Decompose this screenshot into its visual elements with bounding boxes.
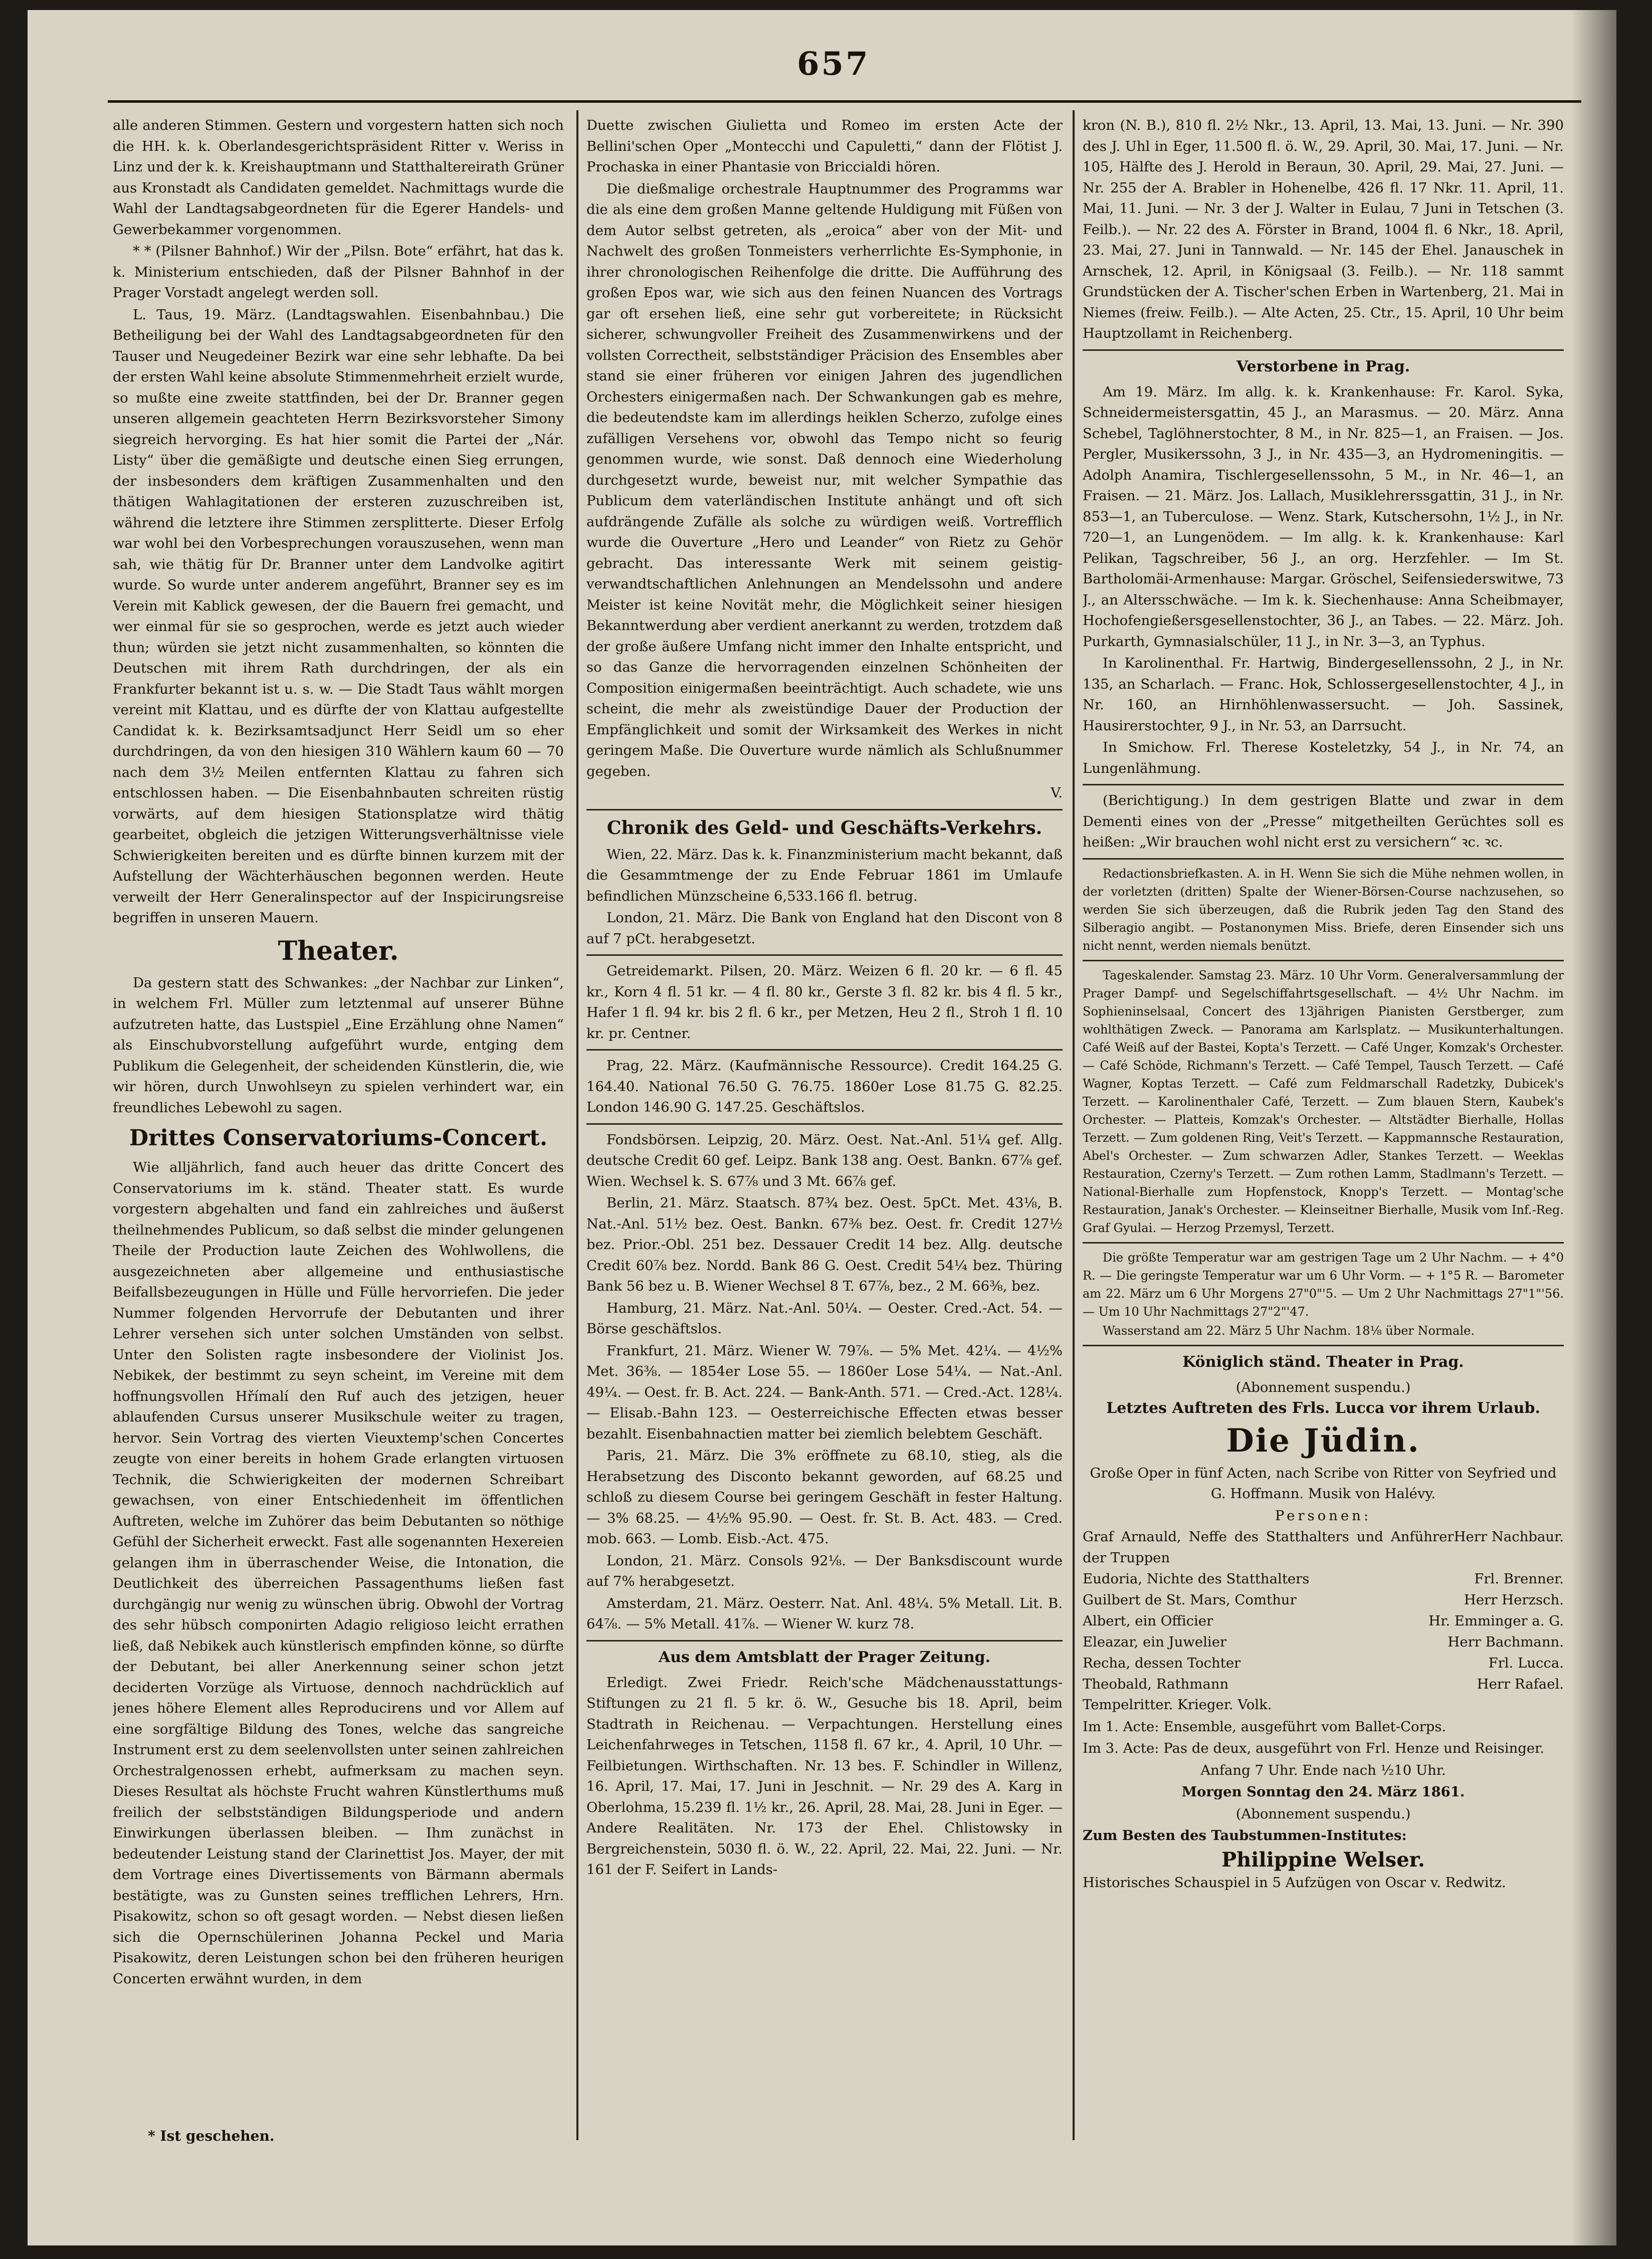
news-london: London, 21. März. Die Bank von England hat den Discont von 8 auf 7 pCt. herabgesetzt. <box>586 910 1063 947</box>
playbill-next-description: Historisches Schauspiel in 5 Aufzügen von Oscar v. Redwitz. <box>1083 1874 1506 1891</box>
grain-market: Getreidemarkt. Pilsen, 20. März. Weizen 6 fl. 20 kr. — 6 fl. 45 kr., Korn 4 fl. 51 kr. — 4 fl. 80 kr., Gerste 3 fl. 82 kr. bis 4 fl. 5 kr., Hafer 1 fl. 94 kr. bis 2 fl. 6 kr., per Metzen, Heu 2 fl., Stroh 1 fl. 10 kr. pr. Centner. <box>586 963 1063 1042</box>
exchange-berlin: Berlin, 21. März. Staatsch. 87¾ bez. Oest. 5pCt. Met. 43⅛, B. Nat.-Anl. 51½ bez. Oest. Bankn. 67⅜ bez. Oest. fr. Credit 127½ bez. Prior.-Obl. 251 bez. Dessauer Credit 14 bez. Allg. deutsche Credit 60⅞ bez. Nordd. Bank 86 G. Oest. Credit 54¼ bez. Thüring Bank 56 bez u. B. Wiener Wechsel 8 T. 67⅞, bez., 2 M. 66⅜, bez. <box>586 1195 1063 1294</box>
article-concert: Wie alljährlich, fand auch heuer das dritte Concert des Conservatoriums im k. ständ. Theater statt. Es wurde vorgestern abgehalten und fand ein zahlreiches und äußerst theilnehmendes Publicum, so daß selbst die minder gelungenen Theile der Production laute Zeichen des Wohlwollens, die ausgezeichneten aber allgemeine und enthusiastische Beifallsbezeugungen in Hülle und Fülle hervorriefen. Die jeder Nummer folgenden Hervorrufe der Debutanten und ihrer Lehrer versehen sich unter solchen Umständen von selbst. Unter den Solisten ragte insbesondere der Violinist Jos. Nebikek, der bestimmt zu seyn scheint, im Vereine mit dem hoffnungsvollen Hřímalí den Ruf auch des jetzigen, heuer ablaufenden Cursus unserer Musikschule weiter zu tragen, hervor. Sein Vortrag des vierten Vieuxtemp'schen Concertes zeugte von einer bereits in hohem Grade erlangten virtuosen Technik, die Schwierigkeiten der modernen Schreibart gewachsen, von einer Entschiedenheit im öffentlichen Auftreten, welche im Zuhörer das beim Debutanten so nöthige Gefühl der Sicherheit erweckt. Fast alle sogenannten Hexereien gelangen ihm in überraschender Weise, die Intonation, die Deutlichkeit des überreichen Passagenthums ließen fast durchgängig nur wenig zu wünschen übrig. Obwohl der Vortrag des sehr hübsch componirten Adagio religioso leicht errathen ließ, daß Nebikek auch künstlerisch empfinden könne, so dürfte der Debutant, bei aller Anerkennung seiner schon jetzt deciderten Vorzüge als Virtuose, dennoch nachdrücklich auf jenes höhere Element alles Reproducirens und vor Allem auf eine sorgfältige Bildung des Tones, welche das sangreiche Instrument erst zu dem seelenvollsten unter seinen zahlreichen Orchestralgenossen erhebt, aufmerksam zu machen seyn. Dieses Resultat als höchste Frucht wahren Künstlerthums muß freilich der selbstständigen Bildungsperiode und andern Einwirkungen überlassen bleiben. — Ihm zunächst in bedeutender Leistung stand der Clarinettist Jos. Mayer, der mit dem Vortrage eines Divertissements von Bärmann abermals bestätigte, was zu Gunsten seines trefflichen Lehrers, Hrn. Pisakowitz, schon so oft gesagt worden. — Nebst diesen ließen sich die Opernschülerinen Johanna Peckel und Maria Pisakowitz, deren Leistungen schon bei den früheren heurigen Concerten erwähnt wurden, in dem <box>113 1159 564 1987</box>
official-notices-cont: kron (N. B.), 810 fl. 2½ Nkr., 13. April, 13. Mai, 13. Juni. — Nr. 390 des J. Uhl in Eger, 11.500 fl. ö. W., 29. April, 30. Mai, 17. Juni. — Nr. 105, Hälfte des J. Herold in Beraun, 30. April, 29. Mai, 27. Juni. — Nr. 255 der A. Brabler in Hohenelbe, 426 fl. 17 Nkr. 11. April, 11. Mai, 11. Juni. — Nr. 3 der J. Walter in Eulau, 7 Juni in Tetschen (3. Feilb.). — Nr. 22 des A. Förster in Brand, 1004 fl. 6 Nkr., 18. April, 23. Mai, 27. Juni in Tannwald. — Nr. 145 der Ehel. Janauschek in Arnschek, 12. April, in Königsaal (3. Feilb.). — Nr. 118 sammt Grundstücken der A. Tischer'schen Erben in Wartenberg, 21. Mai in Niemes (freiw. Feilb.). — Alte Acten, 25. Ctr., 15. April, 10 Uhr beim Hauptzollamt in Reichenberg. <box>1083 117 1564 341</box>
section-heading-verstorbene: Verstorbene in Prag. <box>1236 357 1410 375</box>
divider <box>1083 960 1564 961</box>
newspaper-page <box>28 10 1616 2245</box>
cast-actor: Frl. Brenner. <box>1474 1571 1564 1587</box>
cast-role: Graf Arnauld, Neffe des Statthalters und Anführer der Truppen <box>1083 1529 1454 1566</box>
divider <box>1083 1345 1564 1346</box>
cast-row <box>1083 1526 1564 1568</box>
column-2 <box>586 115 1063 2140</box>
weather-report: Die größte Temperatur war am gestrigen Tage um 2 Uhr Nachm. — + 4°0 R. — Die geringste Temperatur war um 6 Uhr Vorm. — + 1°5 R. — Barometer am 22. März um 6 Uhr Morgens 27"0"'5. — Um 2 Uhr Nachmittags 27"1"'56. — Um 10 Uhr Nachmittags 27"2"'47. <box>1083 1250 1564 1319</box>
divider <box>586 1640 1063 1641</box>
cast-actor: Herr Nachbaur. <box>1454 1529 1564 1545</box>
cast-actor: Herr Bachmann. <box>1448 1634 1564 1650</box>
header-rule <box>108 100 1581 103</box>
official-notices: Erledigt. Zwei Friedr. Reich'sche Mädchenausstattungs-Stiftungen zu 21 fl. 5 kr. ö. W., Gesuche bis 18. April, beim Stadtrath in Reichenau. — Verpachtungen. Herstellung eines Leichenfahrweges in Tetschen, 1158 fl. 67 kr., 4. April, 10 Uhr. — Feilbietungen. Wirthschaften. Nr. 13 bes. F. Schindler in Willenz, 16. April, 17. Mai, 17. Juni in Jeschnit. — Nr. 29 des A. Karg in Oberlohma, 15.239 fl. 1½ kr., 26. April, 28. Mai, 28. Juni in Eger. — Andere Realitäten. Nr. 173 der Ehel. Chlistowsky in Bergreichenstein, 5030 fl. ö. W., 22. April, 22. Mai, 22. Juni. — Nr. 161 der F. Seifert in Lands- <box>586 1674 1063 1878</box>
section-heading-chronik: Chronik des Geld- und Geschäfts-Verkehrs. <box>606 817 1043 839</box>
article-concert-eroica: Die dießmalige orchestrale Hauptnummer des Programms war die als eine dem großen Manne geltende Huldigung mit Füßen von dem Autor selbst getreten, als „eroica“ aber von der Mit- und Nachwelt des großen Tonmeisters verherrlichte Es-Symphonie, in ihrer chronologischen Reihenfolge die dritte. Die Aufführung des großen Epos war, wie sich aus den feinen Nuancen des Vortrags gar oft ersehen ließ, eine sehr gut vorbereitete; in Rücksicht sicherer, schwungvoller Freiheit des Zusammenwirkens und der vollsten Correctheit, selbstständiger Präcision des Ensembles aber stand sie einer früheren vor einigen Jahren des jugendlichen Orchesters einigermaßen nach. Der Schwankungen gab es mehre, die bedeutendste kam im allerdings heiklen Scherzo, zufolge eines zufälligen Versehens vor, obwohl das Tempo nicht so feurig genommen wurde, wie sonst. Daß dennoch eine Wiederholung durchgesetzt wurde, beweist nur, mit welcher Sympathie das Publicum dem vaterländischen Institute anhängt und oft sich aufdrängende Zufälle als solche zu würdigen weiß. Vortrefflich wurde die Ouverture „Hero und Leander“ von Rietz zu Gehör gebracht. Das interessante Werk mit seinem geistig-verwandtschaftlichen Anlehnungen an Mendelssohn und andere Meister ist keine Novität mehr, die Möglichkeit seiner hiesigen Bekanntwerdung aber verdient anerkannt zu werden, trotzdem daß der große äußere Umfang nicht immer den Inhalte entspricht, und so das Ganze die hervorragenden einzelnen Schönheiten der Composition einigermaßen beeinträchtigt. Auch schadete, wie uns scheint, die mehr als zweistündige Dauer der Production der Empfänglichkeit und somit der Wirksamkeit des Werkes in nicht geringem Maße. Die Ouverture wurde nämlich als Schlußnummer gegeben. <box>586 180 1063 779</box>
column-rule-2 <box>1073 110 1075 2140</box>
divider <box>586 1049 1063 1051</box>
exchange-frankfurt: Frankfurt, 21. März. Wiener W. 79⅞. — 5% Met. 42¼. — 4½% Met. 36⅜. — 1854er Lose 55. — 1860er Lose 54¼. — Nat.-Anl. 49¼. — Oest. fr. B. Act. 224. — Bank-Anth. 571. — Cred.-Act. 128¼. — Elisab.-Bahn 123. — Oesterreichische Effecten etwas besser bezahlt. Eisenbahnactien matter bei ziemlich belebtem Geschäft. <box>586 1342 1063 1442</box>
playbill-description: Große Oper in fünf Acten, nach Scribe von Ritter von Seyfried und G. Hoffmann. Musik von Halévy. <box>1090 1465 1557 1502</box>
cast-row <box>1083 1631 1564 1653</box>
divider <box>1083 858 1564 860</box>
section-heading-theater: Theater. <box>278 935 399 966</box>
cast-actor: Frl. Lucca. <box>1488 1655 1564 1671</box>
cast-role: Albert, ein Officier <box>1083 1613 1213 1629</box>
playbill-benefit: Zum Besten des Taubstummen-Institutes: <box>1083 1827 1407 1843</box>
cast-role: Theobald, Rathmann <box>1083 1676 1229 1692</box>
theater-playbill-heading: Königlich ständ. Theater in Prag. <box>1182 1353 1464 1371</box>
cast-row <box>1083 1589 1564 1610</box>
cast-role: Eleazar, ein Juwelier <box>1083 1634 1227 1650</box>
page-number: 657 <box>797 45 870 83</box>
cast-row <box>1083 1568 1564 1589</box>
cast-actor: Hr. Emminger a. G. <box>1428 1613 1564 1629</box>
deaths-smichow: In Smichow. Frl. Therese Kosteletzky, 54 J., in Nr. 74, an Lungenlähmung. <box>1083 739 1564 776</box>
footnote: * Ist geschehen. <box>148 2128 275 2144</box>
playbill-subscription: (Abonnement suspendu.) <box>1235 1379 1411 1395</box>
daily-calendar: Tageskalender. Samstag 23. März. 10 Uhr Vorm. Generalversammlung der Prager Dampf- und Segelschiffahrtsgesellschaft. — 4½ Uhr Nachm. im Sophieninselsaal, Concert des 13jährigen Pianisten Gerstberger, zum wohlthätigen Zweck. — Panorama am Karlsplatz. — Musikunterhaltungen. Café Weiß auf der Bastei, Kopta's Terzett. — Café Unger, Komzak's Orchester. — Café Schöde, Richmann's Terzett. — Café Tempel, Tausch Terzett. — Café Wagner, Koptas Terzett. — Café zum Feldmarschall Radetzky, Dubicek's Terzett. — Karolinenthaler Café, Terzett. — Zum blauen Stern, Kaubek's Orchester. — Platteis, Komzak's Orchester. — Altstädter Bierhalle, Hollas Terzett. — Zum goldenen Ring, Veit's Terzett. — Kappmannsche Restauration, Abel's Orchester. — Zum schwarzen Adler, Stankes Terzett. — Weeklas Restauration, Czerny's Terzett. — Zum rothen Lamm, Stadlmann's Terzett. — National-Bierhalle zum Hopfenstock, Knopp's Terzett. — Montag'sche Restauration, Janak's Orchester. — Kleinseitner Bierhalle, Musik vom Inf.-Reg. Graf Gyulai. — Herzog Przemysl, Terzett. <box>1083 968 1564 1235</box>
cast-row <box>1083 1674 1564 1695</box>
column-3 <box>1083 115 1564 2140</box>
cast-row <box>1083 1610 1564 1631</box>
article-taus: L. Taus, 19. März. (Landtagswahlen. Eisenbahnbau.) Die Betheiligung bei der Wahl des Landtagsabgeordneten für den Tauser und Neugedeiner Bezirk war eine sehr lebhafte. Da bei der ersten Wahl keine absolute Stimmenmehrheit erzielt wurde, so mußte eine zweite stattfinden, bei der Dr. Branner gegen unseren allgemein geachteten Herrn Bezirksvorsteher Simony siegreich hervorging. Es hat hier somit die Partei der „Nár. Listy“ über die gemäßigte und deutsche einen Sieg errungen, der insbesonders dem kräftigen Zusammenhalten und den thätigen Wahlagitationen der ersteren zuzuschreiben ist, während die letztere ihre Stimmen zersplitterte. Dieser Erfolg war wohl bei den Vorbesprechungen vorauszusehen, wenn man sah, wie thätig für Dr. Branner unter dem Landvolke agitirt wurde. So wurde unter anderem angeführt, Branner sey es im Verein mit Kablick gewesen, der die Bauern frei gemacht, und wer einmal für sie so gesprochen, werde es jetzt auch wieder thun; würden sie jetzt nicht zusammenhalten, so könnten die Deutschen mit ihrem Rath durchdringen, der als ein Frankfurter bekannt ist u. s. w. — Die Stadt Taus wählt morgen vereint mit Klattau, und es dürfte der von Klattau aufgestellte Candidat k. k. Bezirksamtsadjunct Herr Seidl um so eher durchdringen, da von den hiesigen 310 Wählern kaum 60 — 70 nach dem 3½ Meilen entfernten Klattau zu fahren sich entschlossen haben. — Die Eisenbahnbauten schreiten rüstig vorwärts, auf dem hiesigen Stationsplatze wird thätig gearbeitet, obgleich die jetzigen Witterungsverhältnisse viele Schwierigkeiten bereiten und es dürfte binnen kurzem mit der Aufstellung der Wächterhäuschen begonnen werden. Heute verweilt der Herr Generalinspector auf der Inspicirungsreise begriffen in unseren Mauern. <box>113 306 564 926</box>
divider <box>586 809 1063 810</box>
playbill-act3: Im 3. Acte: Pas de deux, ausgeführt von Frl. Henze und Reisinger. <box>1083 1740 1545 1756</box>
deaths-list: Am 19. März. Im allg. k. k. Krankenhause: Fr. Karol. Syka, Schneidermeistersgattin, 45 J., an Marasmus. — 20. März. Anna Schebel, Taglöhnerstochter, 8 M., in Nr. 825—1, an Fraisen. — Jos. Pergler, Musikerssohn, 3 J., in Nr. 435—3, an Hydromeningitis. — Adolph Anamira, Tischlergesellenssohn, 5 M., in Nr. 46—1, an Fraisen. — 21. März. Jos. Lallach, Musiklehrerssgattin, 31 J., in Nr. 853—1, an Tuberculose. — Wenz. Stark, Kutschersohn, 1½ J., in Nr. 720—1, an Lungenödem. — Im allg. k. k. Krankenhause: Karl Pelikan, Tagschreiber, 56 J., an org. Herzfehler. — Im St. Bartholomäi-Armenhause: Margar. Gröschel, Seifensiederswitwe, 73 J., an Altersschwäche. — Im k. k. Siechenhause: Anna Scheibmayer, Hochofengießersgesellenstochter, 36 J., an Tabes. — 22. März. Joh. Purkarth, Gymnasialschüler, 11 J., in Nr. 3—3, an Typhus. <box>1083 383 1564 650</box>
divider <box>1083 349 1564 351</box>
exchange-leipzig: Fondsbörsen. Leipzig, 20. März. Oest. Nat.-Anl. 51¼ gef. Allg. deutsche Credit 60 gef. Leipz. Bank 138 ang. Oest. Bankn. 67⅞ gef. Wien. Wechsel k. S. 67⅞ und 3 Mt. 66⅞ gef. <box>586 1131 1063 1189</box>
article-theater: Da gestern statt des Schwankes: „der Nachbar zur Linken“, in welchem Frl. Müller zum letztenmal auf unserer Bühne aufzutreten hatte, das Lustspiel „Eine Erzählung ohne Namen“ als Einschubvorstellung aufgeführt wurde, entging dem Publikum die Gelegenheit, der scheidenden Künstlerin, die, wie wir hören, durch Unwohlseyn zu spielen verhindert war, ein freundliches Lebewohl zu sagen. <box>113 974 564 1116</box>
divider <box>1083 784 1564 785</box>
playbill-next-date: Morgen Sonntag den 24. März 1861. <box>1181 1784 1465 1800</box>
cast-role: Recha, dessen Tochter <box>1083 1655 1241 1671</box>
section-heading-amtsblatt: Aus dem Amtsblatt der Prager Zeitung. <box>658 1648 991 1666</box>
playbill-persons-label: Personen: <box>1275 1507 1372 1524</box>
deaths-karolinenthal: In Karolinenthal. Fr. Hartwig, Bindergesellenssohn, 2 J., in Nr. 135, an Scharlach. — Franc. Hok, Schlossergesellenstochter, 4 J., in Nr. 160, an Hirnhöhlenwassersucht. — Joh. Sassinek, Hausirerstochter, 9 J., in Nr. 53, an Darrsucht. <box>1083 655 1564 734</box>
playbill-act1: Im 1. Acte: Ensemble, ausgeführt vom Ballet-Corps. <box>1083 1718 1447 1735</box>
cast-list <box>1083 1526 1564 1695</box>
divider <box>586 954 1063 956</box>
water-level: Wasserstand am 22. März 5 Uhr Nachm. 18⅛ über Normale. <box>1103 1323 1475 1338</box>
playbill-next-subscription: (Abonnement suspendu.) <box>1235 1805 1411 1822</box>
exchange-london: London, 21. März. Consols 92⅛. — Der Banksdiscount wurde auf 7% herabgesetzt. <box>586 1552 1063 1589</box>
article-concert-cont: Duette zwischen Giulietta und Romeo im ersten Acte der Bellini'schen Oper „Montecchi und Capuletti,“ dann der Flötist J. Prochaska in einer Phantasie von Briccialdi hören. <box>586 117 1063 175</box>
playbill-last-appearance: Letztes Auftreten des Frls. Lucca vor ihrem Urlaub. <box>1106 1399 1540 1417</box>
cast-actor: Herr Herzsch. <box>1464 1592 1564 1608</box>
article-signature: V. <box>1051 785 1063 801</box>
playbill-extras: Tempelritter. Krieger. Volk. <box>1083 1697 1272 1713</box>
exchange-hamburg: Hamburg, 21. März. Nat.-Anl. 50¼. — Oester. Cred.-Act. 54. — Börse geschäftslos. <box>586 1300 1063 1337</box>
exchange-paris: Paris, 21. März. Die 3% eröffnete zu 68.10, stieg, als die Herabsetzung des Disconto bekannt geworden, auf 68.25 und schloß zu diesem Course bei geringem Geschäft in fester Haltung. — 3% 68.25. — 4½% 95.90. — Oest. fr. St. B. Act. 483. — Cred. mob. 663. — Lomb. Eisb.-Act. 475. <box>586 1448 1063 1547</box>
divider <box>1083 1242 1564 1244</box>
playbill-title: Die Jüdin. <box>1226 1421 1420 1460</box>
page-edge-shadow <box>1571 10 1616 2245</box>
article-pilsner-bahnhof: * * (Pilsner Bahnhof.) Wir der „Pilsn. Bote“ erfährt, hat das k. k. Ministerium entschieden, daß der Pilsner Bahnhof in der Prager Vorstadt angelegt werden soll. <box>113 243 564 301</box>
section-heading-concert: Drittes Conservatoriums-Concert. <box>129 1125 548 1151</box>
column-1 <box>113 115 564 2120</box>
cast-role: Eudoria, Nichte des Statthalters <box>1083 1571 1310 1587</box>
news-wien: Wien, 22. März. Das k. k. Finanzministerium macht bekannt, daß die Gesammtmenge der zu Ende Februar 1861 im Umlaufe befindlichen Münzscheine 6,533.166 fl. betrug. <box>586 846 1063 904</box>
correction-notice: (Berichtigung.) In dem gestrigen Blatte und zwar in dem Dementi eines von der „Presse“ mitgetheilten Gerüchtes soll es heißen: „Wir brauchen wohl nicht erst zu versichern“ ꝛc. ꝛc. <box>1083 792 1564 850</box>
playbill-time: Anfang 7 Uhr. Ende nach ½10 Uhr. <box>1200 1762 1446 1778</box>
article-text: alle anderen Stimmen. Gestern und vorgestern hatten sich noch die HH. k. k. Oberlandesgerichtspräsident Ritter v. Weriss in Linz und der k. k. Kreishauptmann und Statthaltereirath Grüner aus Kronstadt als Candidaten gemeldet. Nachmittags wurde die Wahl der Landtagsabgeordneten für die Egerer Handels- und Gewerbekammer vorgenommen. <box>113 117 564 238</box>
cast-row <box>1083 1653 1564 1674</box>
cast-role: Guilbert de St. Mars, Comthur <box>1083 1592 1297 1608</box>
playbill-next-title: Philippine Welser. <box>1221 1847 1425 1872</box>
column-rule-1 <box>576 110 578 2140</box>
market-prag: Prag, 22. März. (Kaufmännische Ressource). Credit 164.25 G. 164.40. National 76.50 G. 76.75. 1860er Lose 81.75 G. 82.25. London 146.90 G. 147.25. Geschäftslos. <box>586 1058 1063 1115</box>
divider <box>586 1123 1063 1125</box>
editorial-mailbox: Redactionsbriefkasten. A. in H. Wenn Sie sich die Mühe nehmen wollen, in der vorletzten (dritten) Spalte der Wiener-Börsen-Course nachzusehen, so werden Sie sich überzeugen, daß die Rubrik jeden Tag den Stand des Silberagio angibt. — Postanonymen Miss. Briefe, deren Einsender sich uns nicht nennt, werden niemals benützt. <box>1083 866 1564 953</box>
exchange-amsterdam: Amsterdam, 21. März. Oesterr. Nat. Anl. 48¼. 5% Metall. Lit. B. 64⅞. — 5% Metall. 41⅞. — Wiener W. kurz 78. <box>586 1595 1063 1632</box>
cast-actor: Herr Rafael. <box>1477 1676 1564 1692</box>
